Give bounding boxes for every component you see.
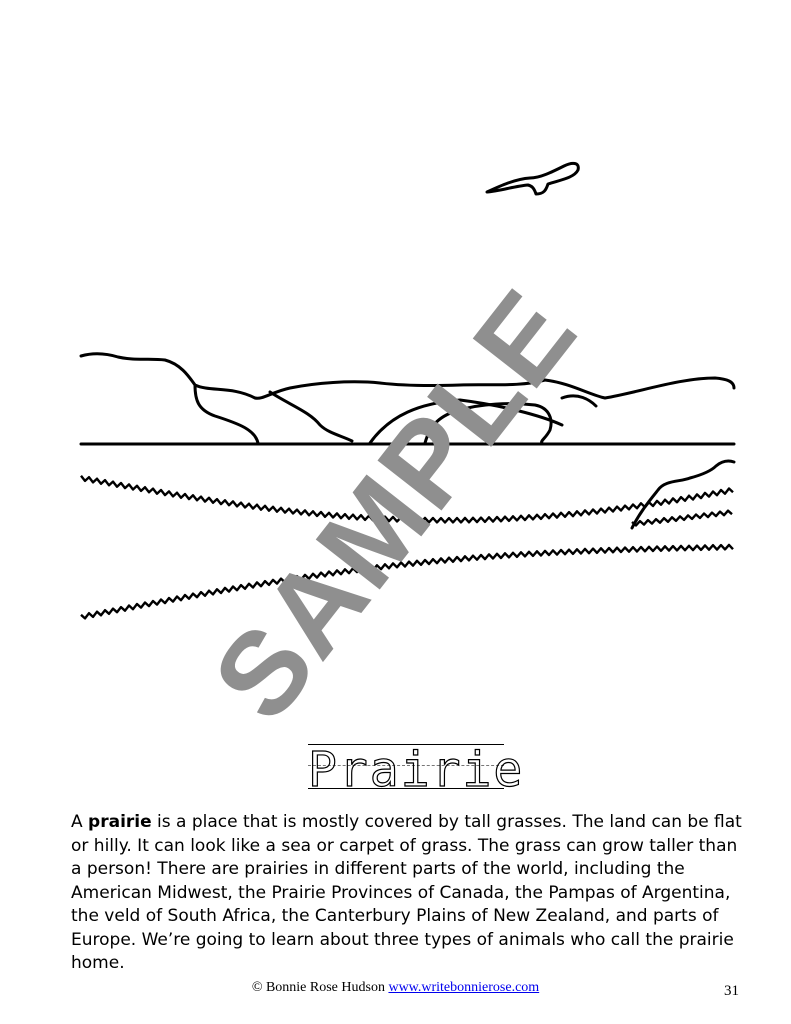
page-number: 31 [724, 983, 739, 999]
footer [0, 980, 791, 996]
tracing-worksheet [308, 740, 525, 798]
hill-far-right [562, 396, 596, 406]
keyword-prairie: prairie [88, 812, 152, 832]
sample-watermark: SAMPLE [187, 265, 603, 745]
paragraph-text: is a place that is mostly covered by tall grasses. The land can be flat or hilly. It can look like a sea or carpet of grass. The grass can grow taller than a person! There are prairies in different parts of the world, including the American Midwest, the Prairie Provinces of Canada, the Pampas of Argentina, the veld of South Africa, the Canterbury Plains of New Zealand, and parts of Europe. We’re going to learn about three types of animals who call the prairie home. [71, 812, 742, 973]
paragraph-prefix: A [71, 812, 89, 832]
website-link[interactable]: www.writebonnierose.com [388, 980, 540, 995]
description-paragraph [71, 811, 747, 976]
copyright-text: © Bonnie Rose Hudson [251, 980, 385, 995]
grass-row [632, 511, 732, 526]
trace-word: Prairie [308, 742, 525, 798]
hill-middle [270, 392, 352, 441]
bird-icon [487, 163, 578, 194]
